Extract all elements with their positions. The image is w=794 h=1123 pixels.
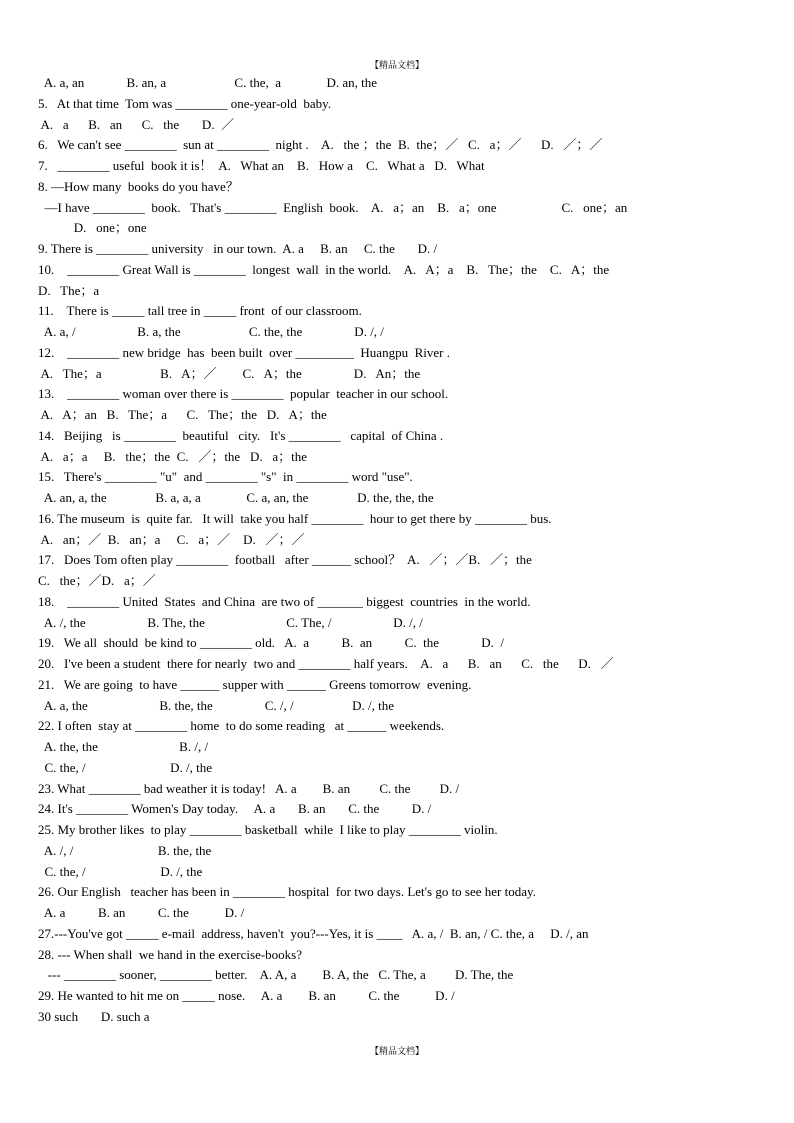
exercise-text <box>38 73 758 1028</box>
text-line: 24. It's ________ Women's Day today. A. a B. an C. the D. / <box>38 801 432 817</box>
text-line: 16. The museum is quite far. It will take you half ________ hour to get there by ________ bus. <box>38 510 552 526</box>
text-line: C. the, / D. /, the <box>38 759 213 775</box>
text-line: A. a, / B. a, the C. the, the D. /, / <box>38 324 384 339</box>
text-line: D. one；one <box>38 220 147 236</box>
text-line: 19. We all should be kind to ________ old. A. a B. an C. the D. / <box>38 635 504 651</box>
text-line: A. A；an B. The；a C. The；the D. A；the <box>38 407 327 422</box>
text-line: A. The；a B. A；／ C. A；the D. An；the <box>38 365 421 381</box>
text-line: C. the；／D. a；／ <box>38 573 156 588</box>
text-line: 11. There is _____ tall tree in _____ front of our classroom. <box>38 303 362 319</box>
text-line: 9. There is ________ university in our town. A. a B. an C. the D. / <box>38 241 438 256</box>
text-line: A. a, the B. the, the C. /, / D. /, the <box>38 697 395 713</box>
text-line: 8. —How many books do you have？ <box>38 178 239 194</box>
text-line: A. a B. an C. the D. ／ <box>38 116 235 132</box>
text-line: A. an；／ B. an；a C. a；／ D. ／；／ <box>38 531 305 547</box>
text-line: 28. --- When shall we hand in the exercise-books? <box>38 946 303 962</box>
text-line: 29. He wanted to hit me on _____ nose. A. a B. an C. the D. / <box>38 988 455 1003</box>
text-line: 7. ________ useful book it is！ A. What an B. How a C. What a D. What <box>38 158 485 173</box>
text-line: 26. Our English teacher has been in ________ hospital for two days. Let's go to see her today. <box>38 884 536 900</box>
text-line: 12. ________ new bridge has been built over _________ Huangpu River . <box>38 344 450 360</box>
text-line: 21. We are going to have ______ supper with ______ Greens tomorrow evening. <box>38 676 472 692</box>
page-header: 【精品文档】 <box>369 61 424 71</box>
text-line: --- ________ sooner, ________ better. A. A, a B. A, the C. The, a D. The, the <box>38 967 514 983</box>
text-line: 18. ________ United States and China are two of _______ biggest countries in the world. <box>38 593 531 609</box>
text-line: 14. Beijing is ________ beautiful city. It's ________ capital of China . <box>38 427 444 443</box>
text-line: A. /, the B. The, the C. The, / D. /, / <box>38 614 423 630</box>
text-line: A. a, an B. an, a C. the, a D. an, the <box>38 75 378 90</box>
text-line: 15. There's ________ "u" and ________ "s" in ________ word "use". <box>38 469 413 485</box>
text-line: C. the, / D. /, the <box>38 863 203 879</box>
text-line: A. a B. an C. the D. / <box>38 905 245 920</box>
text-line: 22. I often stay at ________ home to do some reading at ______ weekends. <box>38 718 445 734</box>
text-line: 13. ________ woman over there is ________ popular teacher in our school. <box>38 386 449 402</box>
text-line: 30 such D. such a <box>38 1008 150 1024</box>
page-footer: 【精品文档】 <box>369 1047 424 1057</box>
text-line: —I have ________ book. That's ________ English book. A. a；an B. a；one C. one；an <box>38 199 628 215</box>
text-line: 23. What ________ bad weather it is today! A. a B. an C. the D. / <box>38 780 460 796</box>
text-line: 20. I've been a student there for nearly two and ________ half years. A. a B. an C. the D. ／ <box>38 656 614 671</box>
text-line: A. a；a B. the；the C. ／；the D. a；the <box>38 448 307 464</box>
text-line: 5. At that time Tom was ________ one-year-old baby. <box>38 95 332 111</box>
text-line: 27.---You've got _____ e-mail address, haven't you?---Yes, it is ____ A. a, / B. an, / C. the, a D. /, an <box>38 925 589 941</box>
text-line: A. /, / B. the, the <box>38 842 212 858</box>
text-line: 6. We can't see ________ sun at ________ night . A. the ；the B. the；／ C. a；／ D. ／；／ <box>38 137 603 153</box>
text-line: A. the, the B. /, / <box>38 739 209 754</box>
text-line: 17. Does Tom often play ________ football after ______ school？ A. ／；／B. ／；the <box>38 552 532 568</box>
text-line: D. The；a <box>38 282 100 298</box>
text-line: 25. My brother likes to play ________ basketball while I like to play ________ violin. <box>38 822 498 837</box>
text-line: 10. ________ Great Wall is ________ longest wall in the world. A. A；a B. The；the C. A；the <box>38 261 610 277</box>
text-line: A. an, a, the B. a, a, a C. a, an, the D. the, the, the <box>38 490 434 505</box>
